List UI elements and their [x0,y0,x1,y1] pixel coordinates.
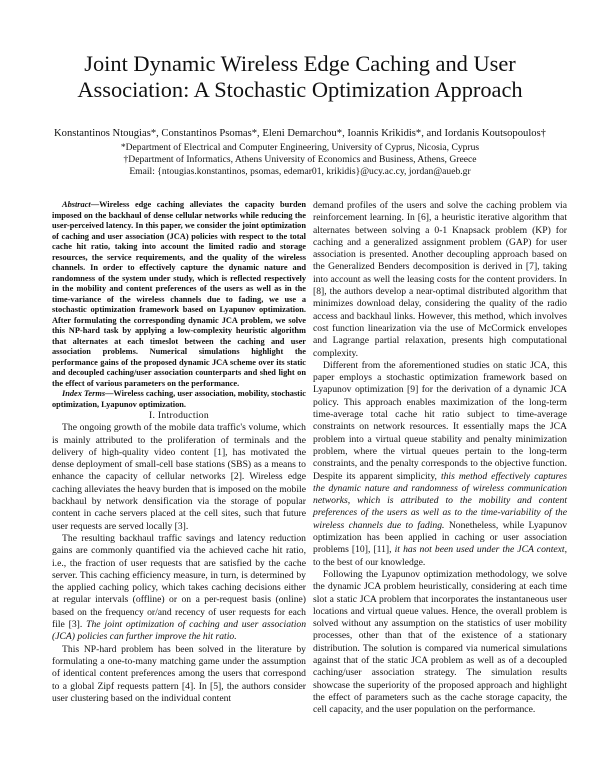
right-paragraph-2 [313,360,567,569]
index-terms-label: Index Terms [62,389,106,398]
right-p2-emphasis-b: it has not been used under the JCA context, [394,544,567,556]
paper-title [20,51,580,103]
title-line-2: Association: A Stochastic Optimization Approach [77,77,523,102]
right-p2-emphasis-a: this method effectively captures the dynamic nature and randomness of wireless communication networks, which is attributed to the mobility and content preferences of the users as well as to the time-variability of the wireless channels due to fading. [313,470,567,531]
section-heading-introduction: I. Introduction [148,410,210,421]
index-terms [52,389,306,410]
abstract-label: Abstract [62,200,91,209]
right-p2-text-b: Nonetheless, while Lyapunov optimization has been applied in caching or user association problems [10], [11], [313,519,568,556]
affiliation-1: *Department of Electrical and Computer Engineering, University of Cyprus, Nicosia, Cyprus [120,142,480,153]
intro-paragraph-1: The ongoing growth of the mobile data traffic's volume, which is mainly attributed to the proliferation of terminals and the delivery of high-quality video content [1], has motivated the dense deployment of small-cell base stations (SBS) as a means to enhance the capacity of cellular networks [2]. Wireless edge caching alleviates the heavy burden that is imposed on the mobile backhaul by network densification via the storage of popular content in cache servers placed at the cell sites, such that future user requests are served locally [3]. [52,422,306,532]
intro-paragraph-2 [52,533,306,644]
affiliation-2: †Department of Informatics, Athens University of Economics and Business, Athens, Greece [123,154,477,165]
email-line: Email: {ntougias.konstantinos, psomas, edemar01, krikidis}@ucy.ac.cy, jordan@aueb.gr [129,166,471,177]
right-column [313,200,567,716]
right-paragraph-1: demand profiles of the users and solve the caching problem via reinforcement learning. In [6], a heuristic iterative algorithm that alternates between solving a 0-1 Knapsack problem (KP) for caching and a generalized assignment problem (GAP) for user association is presented. Another decoupling approach based on the Generalized Benders decomposition is derived in [7], taking into account as well the leasing costs for the content providers. In [8], the authors develop a near-optimal distributed algorithm that minimizes download delay, considering the quality of the radio access and backhaul links. However, this method, which involves cost function linearization via the use of McCormick envelopes and Lagrange partial relaxation, presents high computational complexity. [313,200,567,359]
intro-paragraph-2-text: The resulting backhaul traffic savings and latency reduction gains are commonly quantified via the achieved cache hit ratio, i.e., the fraction of user requests that are satisfied by the cache server. This caching efficiency measure, in turn, is determined by the applied caching policy, which takes caching decisions either at regular intervals (offline) or on a per-request basis (online) based on the frequency or/and recency of user requests for each file [3]. [52,532,306,631]
index-terms-text: —Wireless caching, user association, mobility, stochastic optimization, Lyapunov optimization. [52,389,306,409]
abstract [52,200,306,389]
right-paragraph-3: Following the Lyapunov optimization methodology, we solve the dynamic JCA problem heuristically, considering at each time slot a static JCA problem that incorporates the instantaneous user locations and virtual queue values. Hence, the overall problem is solved without any assumption on the statistics of user mobility processes, other than that of the existence of a stationary distribution. The solution is compared via numerical simulations against that of the static JCA problem as well as of a decoupled caching/user association strategy. The simulation results showcase the superiority of the proposed approach and highlight the effect of parameters such as the cache storage capacity, the cell capacity, and the user population on the performance. [313,568,567,716]
intro-paragraph-2-emphasis: The joint optimization of caching and user association (JCA) policies can further improve the hit ratio. [52,619,307,643]
right-p2-text-c: to the best of our knowledge. [313,556,426,568]
author-list: Konstantinos Ntougias*, Constantinos Psomas*, Eleni Demarchou*, Ioannis Krikidis*, and Iordanis Koutsopoulos† [54,128,546,139]
title-line-1: Joint Dynamic Wireless Edge Caching and User [84,51,516,76]
abstract-text: —Wireless edge caching alleviates the capacity burden imposed on the backhaul of dense cellular networks while reducing the user-perceived latency. In this paper, we consider the joint optimization of caching and user association (JCA) policies with respect to the total cache hit ratio, taking into account the limited radio and storage resources, the service requirements, and the quality of the wireless channels. In order to effectively capture the dynamic nature and randomness of the system under study, which is reflected respectively in the mobility and content preferences of the users as well as in the time-variance of the wireless channels due to fading, we use a stochastic optimization framework based on Lyapunov optimization. After formulating the corresponding dynamic JCA problem, we solve this NP-hard task by applying a low-complexity heuristic algorithm that alternates at each timeslot between the caching and user association problems. Numerical simulations highlight the performance gains of the proposed dynamic JCA scheme over its static and decoupled caching/user association counterparts and shed light on the effect of various parameters on the performance. [52,200,306,388]
intro-paragraph-3: This NP-hard problem has been solved in the literature by formulating a one-to-many matching game under the assumption of identical content preferences among the users that correspond to a global Zipf requests pattern [4]. In [5], the authors consider user clustering based on the individual content [52,643,306,704]
right-p2-text-a: Different from the aforementioned studies on static JCA, this paper employs a stochastic optimization framework based on Lyapunov optimization [9] for the derivation of a dynamic JCA policy. This approach enables maximization of the long-term time-average total cache hit ratio subject to time-average constraints on network resources. It essentially maps the JCA problem into a virtual queue stability and penalty minimization problem, where the virtual queues pertain to the long-term constraints, and the penalty corresponds to the objective function. Despite its apparent simplicity, [313,359,567,482]
left-column [52,200,306,705]
